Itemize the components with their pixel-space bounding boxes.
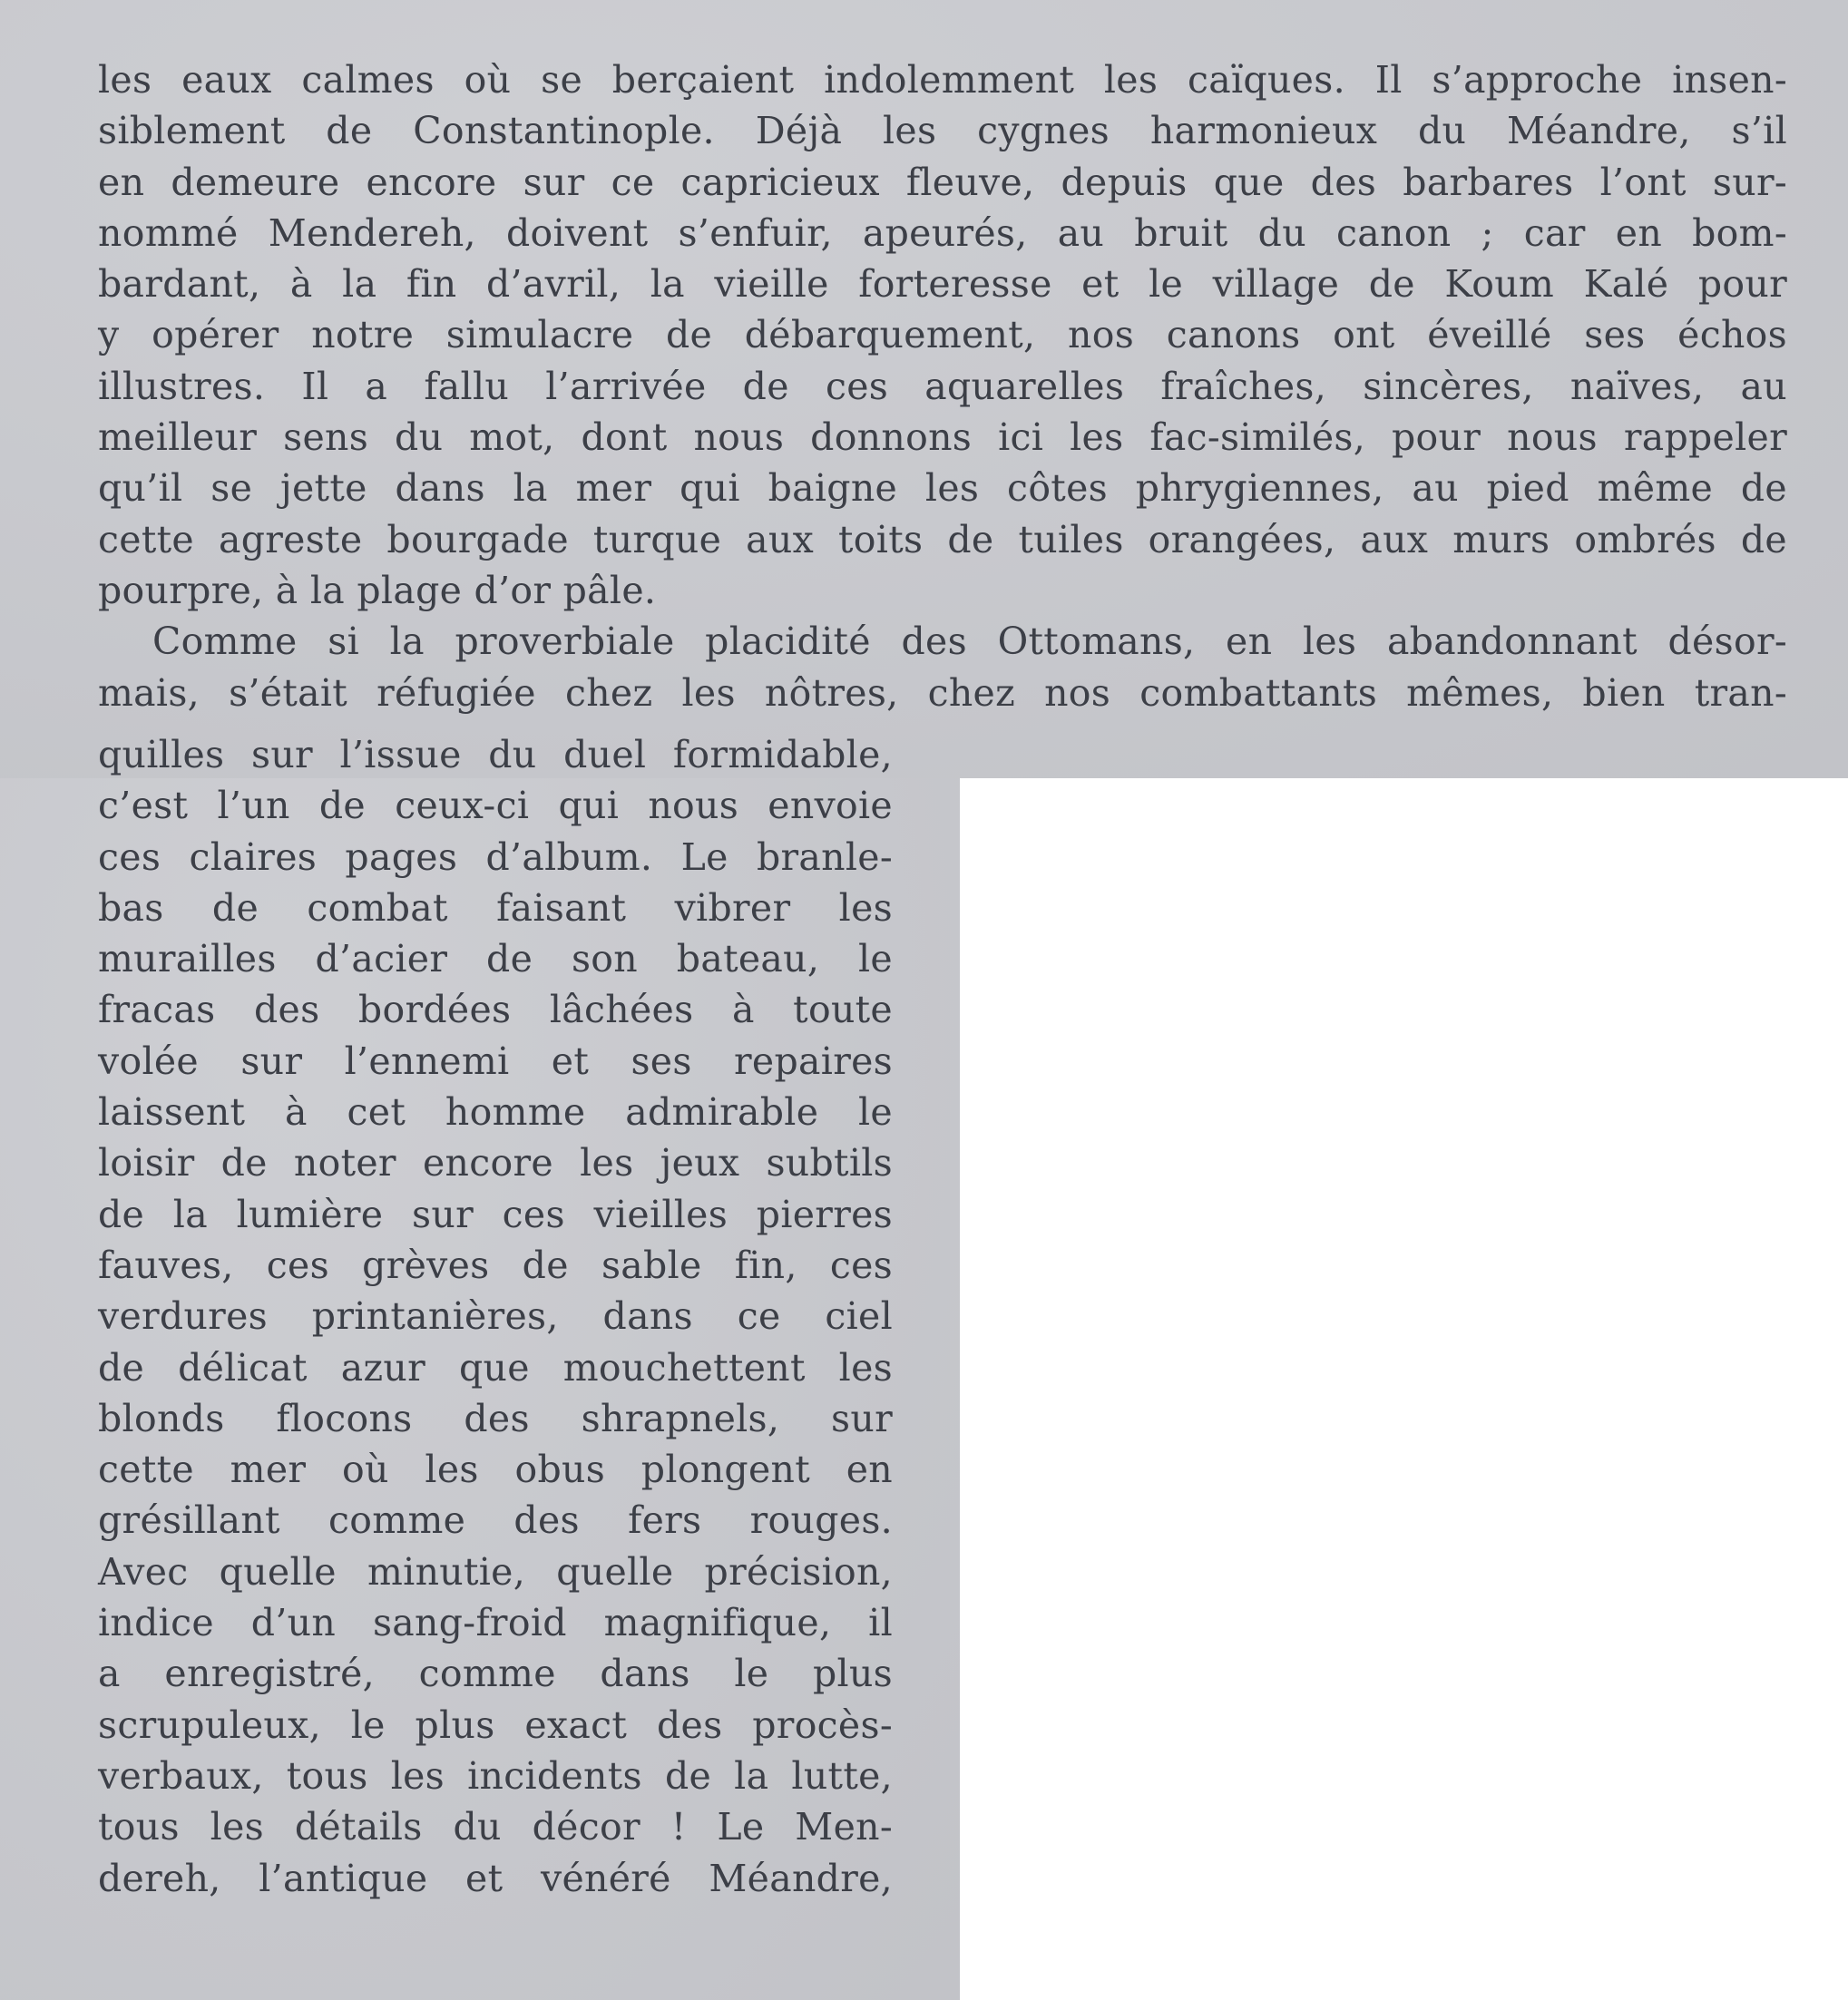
text-line: les eaux calmes où se berçaient indolemment les caïques. Il s’approche insen- xyxy=(98,58,1787,102)
column-text-line: blonds flocons des shrapnels, sur xyxy=(98,1396,893,1440)
text-line-paragraph-start: Comme si la proverbiale placidité des Ottomans, en les abandonnant désor- xyxy=(152,620,1787,664)
column-text-line: ces claires pages d’album. Le branle- xyxy=(98,834,893,879)
text-line: meilleur sens du mot, dont nous donnons ici les fac-similés, pour nous rappeler xyxy=(98,415,1787,460)
text-line: cette agreste bourgade turque aux toits de tuiles orangées, aux murs ombrés de xyxy=(98,517,1787,561)
text-line: qu’il se jette dans la mer qui baigne les côtes phrygiennes, au pied même de xyxy=(98,466,1787,511)
text-line: illustres. Il a fallu l’arrivée de ces aquarelles fraîches, sincères, naïves, au xyxy=(98,364,1787,408)
column-text-line: verbaux, tous les incidents de la lutte, xyxy=(98,1753,893,1798)
column-text-line: scrupuleux, le plus exact des procès- xyxy=(98,1702,893,1747)
column-text-line: laissent à cet homme admirable le xyxy=(98,1090,893,1135)
column-text-line: c’est l’un de ceux-ci qui nous envoie xyxy=(98,784,893,828)
column-text-line: tous les détails du décor ! Le Men- xyxy=(98,1805,893,1849)
text-line: y opérer notre simulacre de débarquement, nos canons ont éveillé ses échos xyxy=(98,313,1787,357)
text-line: mais, s’était réfugiée chez les nôtres, chez nos combattants mêmes, bien tran- xyxy=(98,670,1787,715)
full-width-paragraphs xyxy=(98,54,1787,718)
column-text-line: indice d’un sang-froid magnifique, il xyxy=(98,1601,893,1645)
column-text-line: de la lumière sur ces vieilles pierres xyxy=(98,1192,893,1236)
column-text-line: verdures printanières, dans ce ciel xyxy=(98,1294,893,1339)
column-text-line: de délicat azur que mouchettent les xyxy=(98,1345,893,1390)
column-text-line: bas de combat faisant vibrer les xyxy=(98,885,893,930)
text-line: nommé Mendereh, doivent s’enfuir, apeurés, au bruit du canon ; car en bom- xyxy=(98,210,1787,255)
text-line-paragraph-end: pourpre, à la plage d’or pâle. xyxy=(98,568,657,612)
column-text-line: quilles sur l’issue du duel formidable, xyxy=(98,733,893,776)
column-text-line: a enregistré, comme dans le plus xyxy=(98,1652,893,1696)
column-text-line: dereh, l’antique et vénéré Méandre, xyxy=(98,1856,893,1900)
column-text-line: Avec quelle minutie, quelle précision, xyxy=(98,1549,893,1594)
text-line: siblement de Constantinople. Déjà les cygnes harmonieux du Méandre, s’il xyxy=(98,109,1787,153)
text-line: en demeure encore sur ce capricieux fleuve, depuis que des barbares l’ont sur- xyxy=(98,160,1787,204)
column-text-line: cette mer où les obus plongent en xyxy=(98,1448,893,1492)
column-text-line: fracas des bordées lâchées à toute xyxy=(98,988,893,1032)
column-text-line: loisir de noter encore les jeux subtils xyxy=(98,1141,893,1185)
column-text-line: grésillant comme des fers rouges. xyxy=(98,1498,893,1543)
column-paragraph xyxy=(98,729,893,1904)
column-text-line: murailles d’acier de son bateau, le xyxy=(98,937,893,981)
column-text-line: volée sur l’ennemi et ses repaires xyxy=(98,1039,893,1083)
text-line: bardant, à la fin d’avril, la vieille forteresse et le village de Koum Kalé pour xyxy=(98,262,1787,307)
column-text-line: fauves, ces grèves de sable fin, ces xyxy=(98,1243,893,1287)
blank-area xyxy=(960,778,1848,2000)
